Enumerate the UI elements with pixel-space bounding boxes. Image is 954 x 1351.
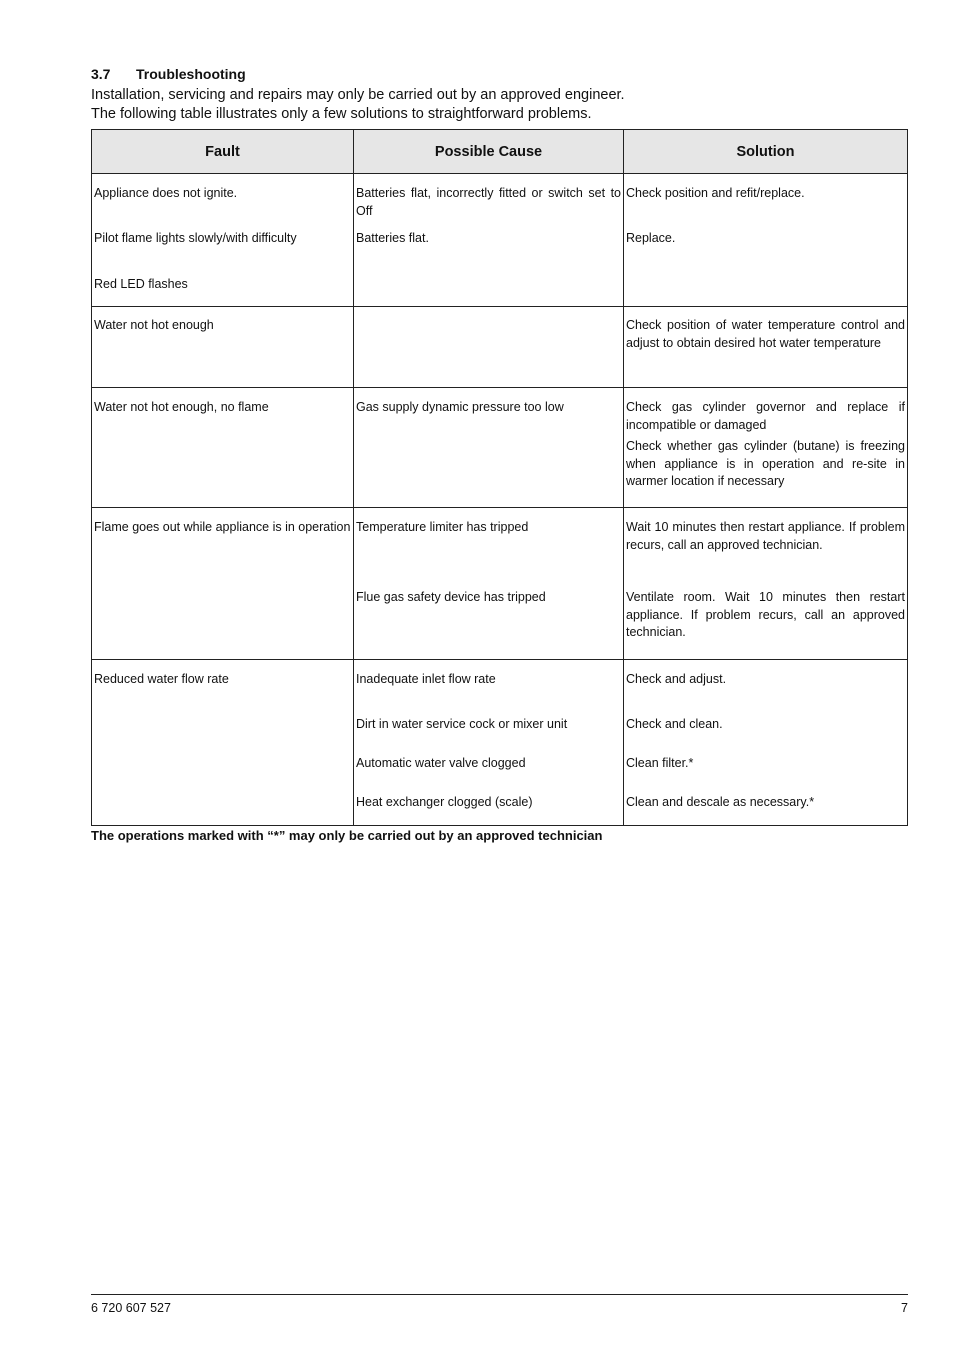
- troubleshooting-table: [91, 129, 908, 826]
- solution-text: Check position of water temperature control and adjust to obtain desired hot water temperature: [626, 318, 905, 350]
- intro-line: The following table illustrates only a few solutions to straightforward problems.: [91, 105, 592, 122]
- solution-cell: [624, 660, 907, 825]
- cause-text: Gas supply dynamic pressure too low: [356, 400, 564, 414]
- cause-text: Inadequate inlet flow rate: [356, 672, 496, 686]
- cause-text: Dirt in water service cock or mixer unit: [356, 717, 568, 731]
- cause-cell: [354, 388, 624, 507]
- intro-text: [91, 86, 625, 123]
- solution-text: Check gas cylinder governor and replace if incompatible or damaged: [626, 400, 905, 432]
- fault-text: Water not hot enough, no flame: [94, 400, 269, 414]
- header-solution: Solution: [736, 143, 795, 160]
- cause-cell: [354, 660, 624, 825]
- table-footnote: The operations marked with “*” may only be carried out by an approved technician: [91, 828, 603, 843]
- solution-text: Check and adjust.: [626, 672, 727, 686]
- cause-text: Batteries flat, incorrectly fitted or switch set to Off: [356, 186, 621, 218]
- solution-text: Wait 10 minutes then restart appliance. If problem recurs, call an approved technician.: [626, 520, 905, 552]
- section-number: 3.7: [91, 66, 111, 82]
- solution-cell: [624, 388, 907, 507]
- solution-text: Check whether gas cylinder (butane) is freezing when appliance is in operation and re-site in warmer location if necessary: [626, 439, 905, 488]
- cause-cell: [354, 307, 624, 387]
- fault-text: Flame goes out while appliance is in operation: [94, 520, 351, 534]
- fault-cell: [92, 307, 354, 387]
- cause-text: Automatic water valve clogged: [356, 756, 526, 770]
- solution-text: Check position and refit/replace.: [626, 186, 805, 200]
- solution-text: Clean filter.*: [626, 756, 694, 770]
- footer-divider: [91, 1294, 908, 1295]
- fault-cell: [92, 174, 354, 306]
- cause-text: Temperature limiter has tripped: [356, 520, 529, 534]
- table-row: [92, 508, 907, 660]
- solution-cell: [624, 307, 907, 387]
- table-row: [92, 388, 907, 508]
- solution-cell: [624, 174, 907, 306]
- cause-text: Heat exchanger clogged (scale): [356, 795, 533, 809]
- solution-text: Clean and descale as necessary.*: [626, 795, 815, 809]
- page-number: 7: [901, 1301, 908, 1315]
- solution-text: Replace.: [626, 231, 676, 245]
- fault-text: Appliance does not ignite.: [94, 186, 238, 200]
- fault-text: Water not hot enough: [94, 318, 214, 332]
- table-row: [92, 174, 907, 307]
- cause-text: Batteries flat.: [356, 231, 429, 245]
- fault-cell: [92, 508, 354, 659]
- section-heading: [91, 66, 246, 82]
- table-header-row: [92, 130, 907, 174]
- section-title: Troubleshooting: [136, 66, 246, 82]
- fault-text: Reduced water flow rate: [94, 672, 229, 686]
- header-possible-cause: Possible Cause: [354, 130, 624, 173]
- fault-cell: [92, 660, 354, 825]
- header-fault: Fault: [92, 130, 354, 173]
- fault-text: Pilot flame lights slowly/with difficulty: [94, 231, 297, 245]
- solution-cell: [624, 508, 907, 659]
- document-number: 6 720 607 527: [91, 1301, 171, 1315]
- intro-line: Installation, servicing and repairs may only be carried out by an approved engineer.: [91, 87, 625, 103]
- table-row: [92, 660, 907, 825]
- cause-text: Flue gas safety device has tripped: [356, 590, 546, 604]
- fault-text: Red LED flashes: [94, 277, 188, 291]
- fault-cell: [92, 388, 354, 507]
- table-row: [92, 307, 907, 388]
- solution-text: Ventilate room. Wait 10 minutes then restart appliance. If problem recurs, call an approved technician.: [626, 590, 905, 639]
- cause-cell: [354, 508, 624, 659]
- cause-cell: [354, 174, 624, 306]
- solution-text: Check and clean.: [626, 717, 723, 731]
